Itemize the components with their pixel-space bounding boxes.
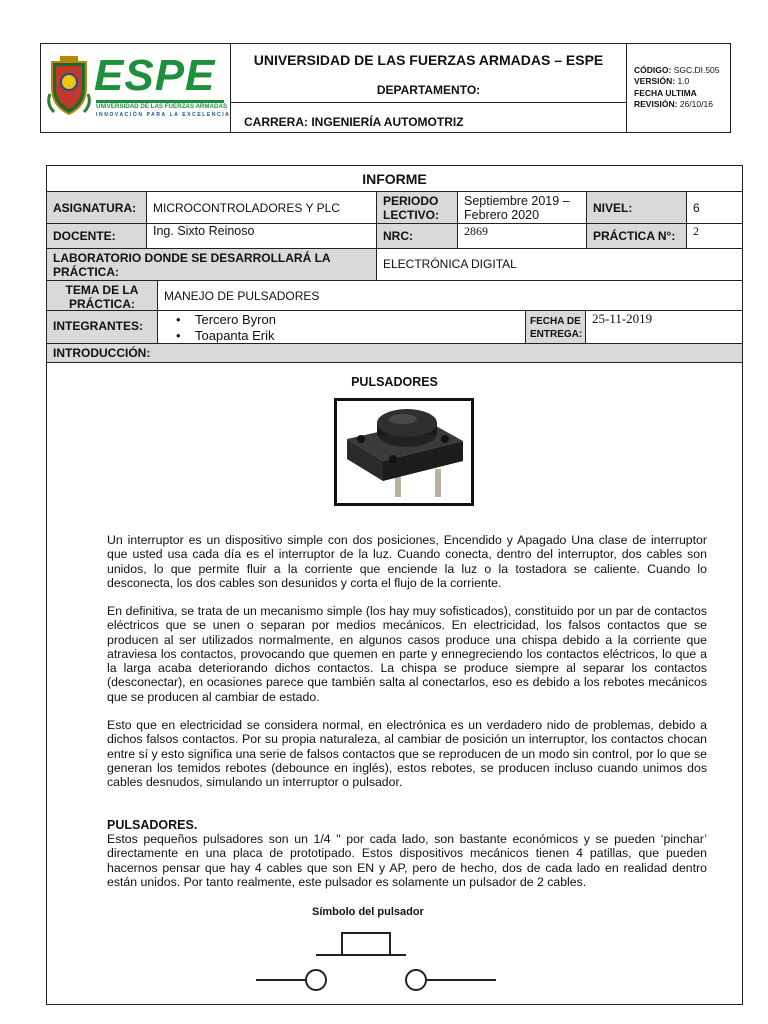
push-button-image — [334, 398, 474, 506]
department-label: DEPARTAMENTO: — [376, 83, 481, 97]
code-value: SGC.DI.505 — [673, 65, 720, 75]
integrante-item: • Tercero Byron — [176, 312, 276, 327]
integrantes-label: INTEGRANTES: — [46, 310, 158, 344]
career-label: CARRERA: INGENIERÍA AUTOMOTRIZ — [244, 115, 464, 129]
periodo-label: PERIODO LECTIVO: — [376, 191, 458, 224]
nrc-label: NRC: — [376, 223, 458, 249]
practica-value: 2 — [686, 223, 743, 249]
introduccion-label: INTRODUCCIÓN: — [46, 343, 743, 363]
asignatura-value: MICROCONTROLADORES Y PLC — [146, 191, 377, 224]
laboratorio-label: LABORATORIO DONDE SE DESARROLLARÁ LA PRÁCTICA: — [46, 248, 377, 281]
docente-label: DOCENTE: — [46, 223, 147, 249]
nivel-label: NIVEL: — [586, 191, 687, 224]
paragraph-2-text: En definitiva, se trata de un mecanismo simple (los hay muy sofisticados), constituido por un par de contactos eléctricos que se unen o separan por medios mecánicos. En electricidad, los falsos contactos que se producen al ser utilizados normalmente, en algunos casos produce una chispa debido a la corriente que atraviesa los contactos, provocando que quemen en parte y ennegreciendo los contactos eléctricos, lo que a la larga acaba deteriorando dichos contactos. La chispa se produce siempre al separar los contactos (desconectar), en ocasiones parece que también salta al conectarlos, eso es debido a los rebotes mecánicos que se producen al cambiar de estado. — [107, 604, 707, 704]
report-title: INFORME — [46, 165, 743, 192]
docente-value: Ing. Sixto Reinoso — [146, 223, 377, 249]
push-button-symbol-icon — [256, 898, 516, 1002]
revision-label: REVISIÓN: — [634, 99, 678, 110]
practica-label: PRÁCTICA N°: — [586, 223, 687, 249]
integrante-item: • Toapanta Erik — [176, 328, 275, 343]
paragraph-3-text: Esto que en electricidad se considera normal, en electrónica es un verdadero nido de problemas, debido a dichos falsos contactos. Por su propia naturaleza, al cambiar de posición un interruptor, los contactos chocan entre sí y esto significa una serie de falsos contactos que se reproducen de un modo sin control, por lo que se generan los temidos rebotes (debounce en inglés), estos rebotes, se producen incluso cuando unimos dos cables desnudos, simulando un interruptor o pulsador. — [107, 718, 707, 790]
fecha-entrega-value: 25-11-2019 — [585, 310, 743, 344]
fecha-entrega-label: FECHA DE ENTREGA: — [525, 310, 586, 344]
university-title: UNIVERSIDAD DE LAS FUERZAS ARMADAS – ESPE — [253, 52, 604, 68]
asignatura-label: ASIGNATURA: — [46, 191, 147, 224]
subheading: PULSADORES. — [107, 818, 198, 832]
logo-tagline-university: UNIVERSIDAD DE LAS FUERZAS ARMADAS — [96, 103, 228, 110]
paragraph-1-text: Un interruptor es un dispositivo simple con dos posiciones, Encendido y Apagado Una clase de interruptor que usted usa cada día es el interruptor de la luz. Cuando conecta, dentro del interruptor, dos cables son unidos, lo que permite fluir a la corriente que enciende la luz o la tostadora se caliente. Cuando lo desconecta, los dos cables son desunidos y corta el flujo de la corriente. — [107, 533, 707, 590]
version-value: 1.0 — [677, 76, 690, 87]
nrc-value: 2869 — [457, 223, 587, 249]
symbol-title: Símbolo del pulsador — [312, 906, 424, 918]
paragraph-4 — [107, 832, 707, 889]
periodo-value: Septiembre 2019 – Febrero 2020 — [457, 191, 587, 224]
nivel-value: 6 — [686, 191, 743, 224]
crest-icon — [46, 54, 92, 118]
logo-wordmark: ESPE — [94, 51, 216, 100]
code-label: CÓDIGO: — [634, 65, 672, 75]
section-heading: PULSADORES — [351, 375, 438, 389]
laboratorio-value: ELECTRÓNICA DIGITAL — [376, 248, 743, 281]
espe-logo — [46, 51, 231, 122]
paragraph-2 — [107, 604, 707, 704]
integrante-name: Toapanta Erik — [195, 328, 275, 343]
header-divider-row — [230, 102, 627, 103]
paragraph-3 — [107, 718, 707, 789]
paragraph-1 — [107, 533, 707, 590]
push-button-photo-icon — [337, 401, 471, 503]
integrantes-cell — [157, 310, 526, 344]
paragraph-4-text: Estos pequeños pulsadores son un 1/4 " por cada lado, son bastante económicos y se pueden ‘pinchar’ directamente en una placa de prototipado. Estos dispositivos mecánicos tienen 4 patillas, que pueden hacernos pensar que hay 4 cables que son EN y AP, pero de hecho, dos de cada lado en realidad dentro están unidos. Por tanto realmente, este pulsador es solamente un pulsador de 2 cables. — [107, 832, 707, 889]
revision-date: 26/10/16 — [679, 99, 713, 110]
integrante-name: Tercero Byron — [195, 312, 276, 327]
symbol-figure — [256, 898, 516, 1002]
revision-date-label: FECHA ULTIMA — [634, 87, 697, 98]
version-label: VERSIÓN: — [634, 76, 676, 87]
doc-control-info — [634, 65, 720, 111]
tema-label: TEMA DE LA PRÁCTICA: — [46, 280, 158, 311]
logo-tagline-innovation: INNOVACIÓN PARA LA EXCELENCIA — [96, 112, 231, 118]
tema-value: MANEJO DE PULSADORES — [157, 280, 743, 311]
